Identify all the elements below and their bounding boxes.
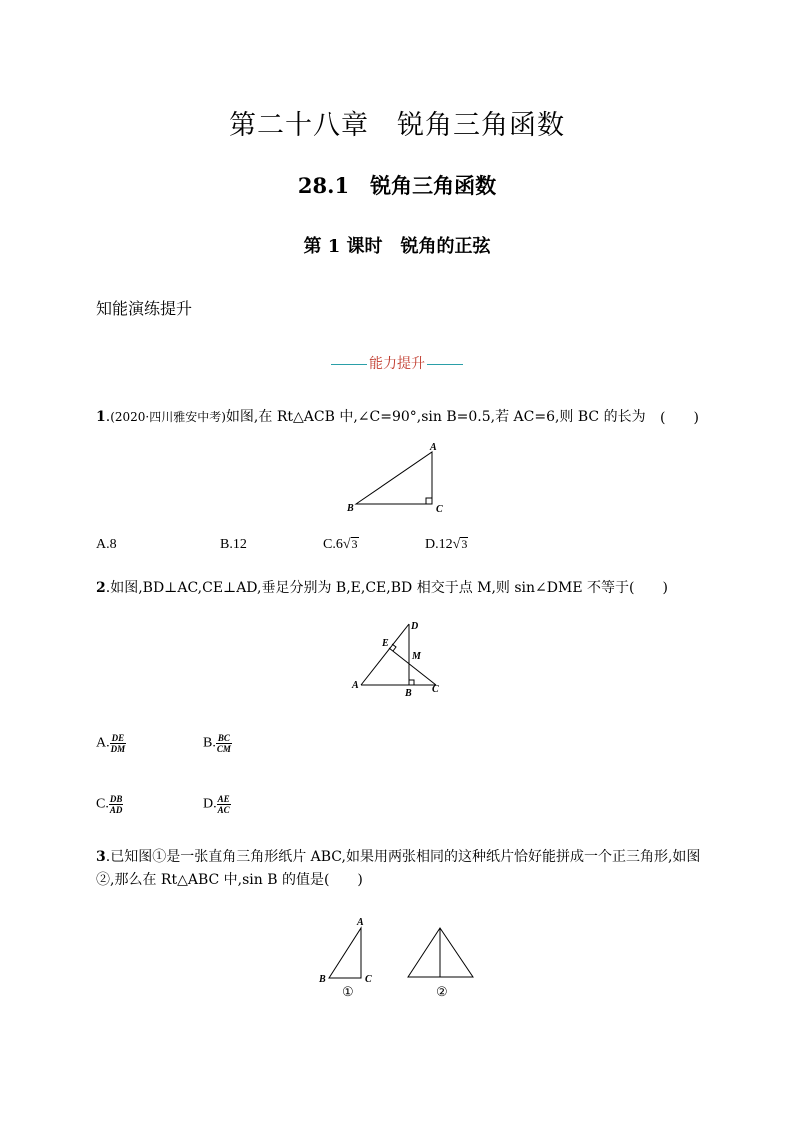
- q1-triangle: [356, 452, 432, 504]
- q1-option-b: B.12: [220, 537, 247, 552]
- q3-number: 3: [96, 849, 106, 865]
- lesson-title: 第 1 课时 锐角的正弦: [303, 236, 491, 257]
- divider-left: [331, 364, 367, 365]
- q3-fig1-label-c: C: [365, 974, 372, 985]
- question-2: [96, 577, 696, 600]
- q2-label-d: D: [411, 621, 419, 632]
- q1-option-c: C.6√3: [323, 537, 358, 552]
- q2-option-b: B. $\frac{BC}{CM}$: [203, 733, 231, 754]
- q1-number: 1: [96, 409, 106, 425]
- q1-triangle-figure: [340, 440, 450, 518]
- q3-fig1-triangle: [329, 928, 361, 978]
- q2-right-angle-e: [392, 644, 396, 651]
- q1-right-angle-mark: [426, 498, 432, 504]
- ability-heading: [0, 353, 794, 373]
- section-title: 28.1 锐角三角函数: [297, 173, 497, 198]
- q2-label-a: A: [352, 680, 359, 691]
- q3-fig1-label-a: A: [357, 917, 364, 928]
- q2-label-b: B: [405, 688, 412, 699]
- q1-source: (2020·四川雅安中考): [110, 410, 226, 424]
- q1-option-d: D.12√3: [425, 537, 468, 552]
- q3-line-2: ②,那么在 Rt△ABC 中,sin B 的值是( ): [96, 872, 363, 888]
- q2-text: .如图,BD⊥AC,CE⊥AD,垂足分别为 B,E,CE,BD 相交于点 M,则 sin∠DME 不等于( ): [105, 580, 668, 596]
- q3-line-1: .已知图①是一张直角三角形纸片 ABC,如果用两张相同的这种纸片恰好能拼成一个正三角形,如图: [105, 849, 701, 865]
- q2-triangle-figure: [345, 614, 450, 700]
- q2-label-m: M: [412, 651, 421, 662]
- divider-right: [427, 364, 463, 365]
- q2-right-angle-b: [409, 680, 414, 685]
- q1-text: 如图,在 Rt△ACB 中,∠C=90°,sin B=0.5,若 AC=6,则 BC 的长为: [225, 409, 646, 425]
- practice-heading: 知能演练提升: [96, 299, 193, 318]
- q3-fig1-label: ①: [342, 985, 354, 1000]
- q2-option-d: D. $\frac{AE}{AC}$: [203, 794, 230, 815]
- question-1: 1.(2020·四川雅安中考)如图,在 Rt△ACB 中,∠C=90°,sin B=0.5,若 AC=6,则 BC 的长为: [96, 409, 646, 425]
- q2-line-ad: [361, 624, 409, 685]
- q3-figure-1: [315, 915, 375, 985]
- q3-fig1-label-b: B: [319, 974, 326, 985]
- q1-label-c: C: [436, 504, 443, 515]
- q3-figure-2: [403, 925, 478, 980]
- q1-answer-paren: ( ): [660, 410, 699, 426]
- chapter-title: 第二十八章 锐角三角函数: [229, 110, 565, 141]
- ability-heading-text: 能力提升: [369, 356, 425, 372]
- q1-label-a: A: [430, 442, 437, 453]
- q1-label-b: B: [347, 503, 354, 514]
- q2-label-e: E: [382, 638, 389, 649]
- q2-option-a: A. $\frac{DE}{DM}$: [96, 733, 126, 754]
- q2-label-c: C: [432, 684, 439, 695]
- q2-number: 2: [96, 580, 106, 596]
- q3-fig2-label: ②: [436, 985, 448, 1000]
- q1-option-a: A.8: [96, 537, 117, 552]
- q2-option-c: C. $\frac{DB}{AD}$: [96, 794, 123, 815]
- question-3: [96, 846, 706, 892]
